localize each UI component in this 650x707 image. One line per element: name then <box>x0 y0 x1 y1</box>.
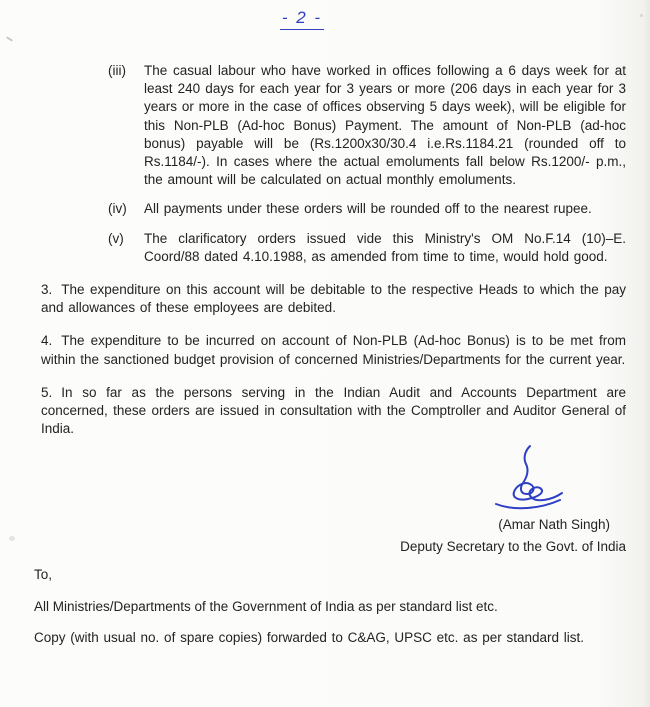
paragraph-text: The expenditure to be incurred on account of Non-PLB (Ad-hoc Bonus) is to be met from within the sanctioned budget provision of concerned Ministries/Departments for the current year. <box>41 333 626 367</box>
scan-artifact <box>9 536 15 541</box>
list-item-text: The clarificatory orders issued vide this Ministry's OM No.F.14 (10)–E. Coord/88 dated 4.10.1988, as amended from time to time, would hold good. <box>144 230 626 264</box>
list-item-label: (v) <box>108 230 124 246</box>
copy-note: Copy (with usual no. of spare copies) forwarded to C&AG, UPSC etc. as per standard list. <box>34 630 584 646</box>
list-item-label: (iv) <box>108 201 127 217</box>
list-item-iii <box>108 62 626 189</box>
list-item-label: (iii) <box>108 63 126 78</box>
paragraph-number: 4. <box>41 333 53 349</box>
list-item-text: The casual labour who have worked in offices following a 6 days week for at least 240 days for each year for 3 years or more (206 days in each year for 3 years or more in the case of offices observing 5 days week), will be eligible for this Non-PLB (Ad-hoc Bonus) Payment. The amount of Non-PLB (ad-hoc bonus) payable will be (Rs.1200x30/30.4 i.e.Rs.1184.21 (rounded off to Rs.1184/-). In cases where the actual emoluments fall below Rs.1200/- p.m., the amount will be calculated on actual monthly emoluments. <box>144 63 626 188</box>
paragraph-text: The expenditure on this account will be debitable to the respective Heads to which the pay and allowances of these employees are debited. <box>41 282 626 316</box>
signatory-name: (Amar Nath Singh) <box>498 517 610 533</box>
paragraph-text: In so far as the persons serving in the Indian Audit and Accounts Department are concerned, these orders are issued in consultation with the Comptroller and Auditor General of India. <box>41 384 626 437</box>
paragraph-4 <box>41 332 626 368</box>
signature-block <box>34 442 626 514</box>
page-number-row <box>6 8 598 32</box>
signatory-title: Deputy Secretary to the Govt. of India <box>400 538 626 554</box>
handwritten-signature-icon <box>478 442 574 512</box>
list-item-text: All payments under these orders will be rounded off to the nearest rupee. <box>144 201 592 217</box>
paragraph-number: 5. <box>41 384 53 400</box>
document-body <box>34 62 626 647</box>
to-label: To, <box>34 566 53 582</box>
scan-artifact <box>6 36 13 41</box>
list-item-iv <box>108 200 626 218</box>
paragraph-3 <box>41 281 626 317</box>
page-number: - 2 - <box>280 8 324 30</box>
distribution-line: All Ministries/Departments of the Government of India as per standard list etc. <box>34 599 498 615</box>
list-item-v <box>108 230 626 266</box>
scan-artifact <box>640 14 643 17</box>
paragraph-5 <box>41 384 626 439</box>
paragraph-number: 3. <box>41 282 53 298</box>
